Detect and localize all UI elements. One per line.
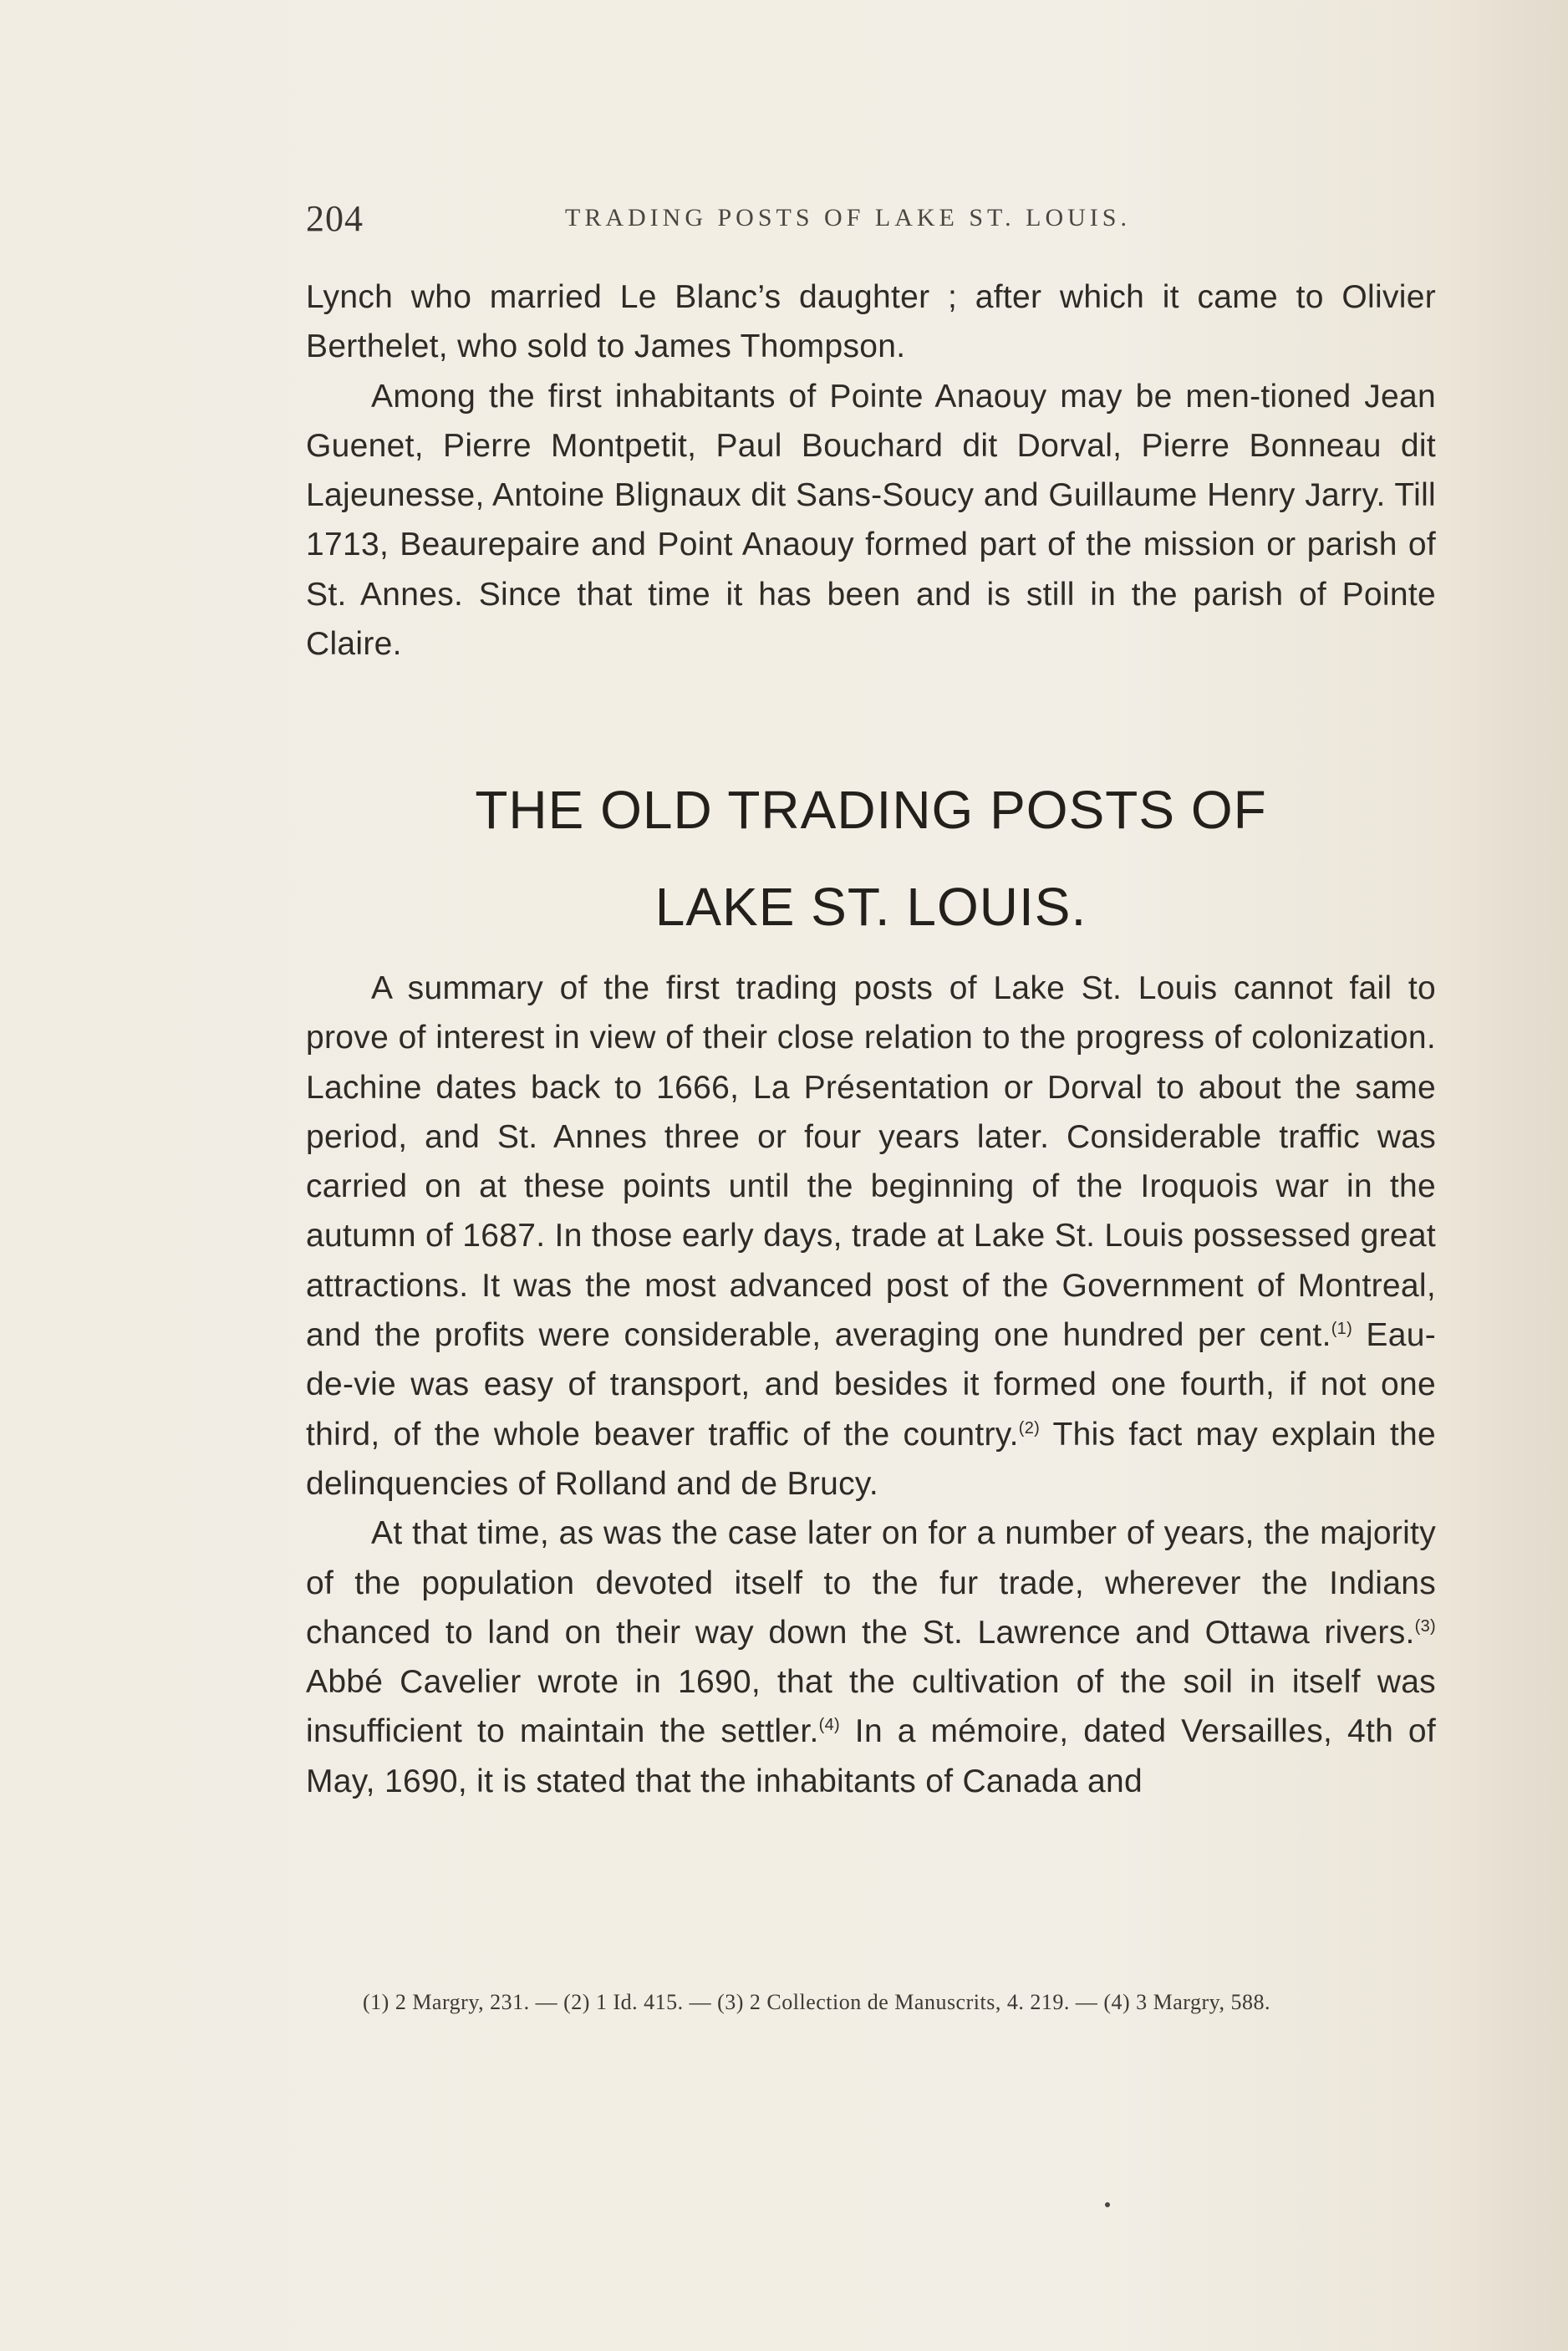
paragraph-fur-trade-text-2: Abbé Cavelier wrote in 1690, that the cultivation of the soil in itself was insufficient to maintain the settler. (306, 1664, 1436, 1750)
paragraph-first-inhabitants: Among the first inhabitants of Pointe Anaouy may be men-tioned Jean Guenet, Pierre Montpetit, Paul Bouchard dit Dorval, Pierre Bonneau dit Lajeunesse, Antoine Blignaux dit Sans-Soucy and Guillaume Henry Jarry. Till 1713, Beaurepaire and Point Anaouy formed part of the mission or parish of St. Annes. Since that time it has been and is still in the parish of Pointe Claire. (306, 378, 1436, 663)
running-title: TRADING POSTS OF LAKE ST. LOUIS. (565, 204, 1131, 232)
footnote-ref-1: (1) (1331, 1320, 1353, 1339)
paragraph-summary-text-2: Eau-de-vie was easy of transport, and besides it formed one fourth, if not one third, of the whole beaver traffic of the country. (306, 1317, 1436, 1453)
footnotes (306, 1985, 1436, 2020)
running-header (306, 197, 1434, 247)
paragraph-fur-trade-text-1: At that time, as was the case later on for a number of years, the majority of the population devoted itself to the fur trade, wherever the Indians chanced to land on their way down the St. Lawrence and Ottawa rivers. (306, 1515, 1436, 1651)
paragraph-summary (306, 964, 1436, 1509)
paragraph-summary-text-3: This fact may explain the delinquencies of Rolland and de Brucy. (306, 1416, 1436, 1502)
paragraph-continued: Lynch who married Le Blanc’s daughter ; after which it came to Olivier Berthelet, who sold to James Thompson. (306, 279, 1436, 365)
footnote-text: (1) 2 Margry, 231. — (2) 1 Id. 415. — (3) 2 Collection de Manuscrits, 4. 219. — (4) 3 Margry, 588. (363, 1990, 1270, 2014)
body-text-main (306, 964, 1436, 1806)
paragraph-fur-trade-text-3: In a mémoire, dated Versailles, 4th of May, 1690, it is stated that the inhabitants of Canada and (306, 1713, 1436, 1799)
section-title-line-1: THE OLD TRADING POSTS OF (475, 780, 1267, 840)
paragraph-summary-text-1: A summary of the first trading posts of Lake St. Louis cannot fail to prove of interest in view of their close relation to the progress of colonization. Lachine dates back to 1666, La Présentation or Dorval to about the same period, and St. Annes three or four years later. Considerable traffic was carried on at these points until the beginning of the Iroquois war in the autumn of 1687. In those early days, trade at Lake St. Louis possessed great attractions. It was the most advanced post of the Government of Montreal, and the profits were considerable, averaging one hundred per cent. (306, 970, 1436, 1354)
section-title-line-2: LAKE ST. LOUIS. (654, 877, 1087, 937)
footnote-ref-2: (2) (1018, 1418, 1041, 1438)
body-text-top (306, 272, 1436, 669)
footnote-ref-3: (3) (1414, 1616, 1436, 1636)
page-number: 204 (306, 198, 364, 239)
footnote-ref-4: (4) (818, 1716, 841, 1735)
print-speck (1105, 2202, 1110, 2207)
paragraph-fur-trade (306, 1509, 1436, 1806)
